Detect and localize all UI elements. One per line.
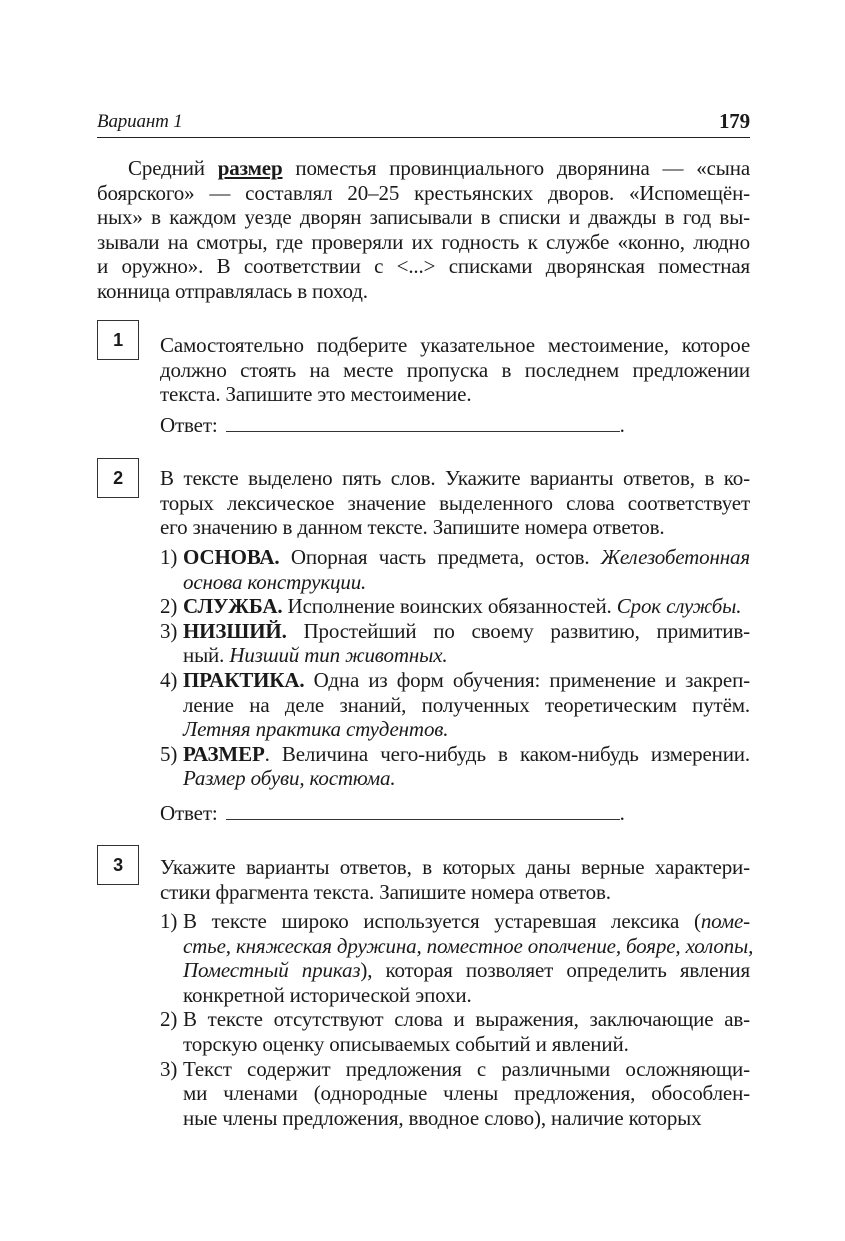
question-3-text (160, 855, 750, 904)
text-segment: В тексте широко используется устаревшая лексика ( (183, 909, 701, 933)
question-2-answer[interactable] (160, 801, 625, 826)
text-line (160, 466, 750, 491)
answer-end: . (619, 801, 625, 825)
text-segment: ление на деле знаний, полученных теоретическим путём. (183, 692, 750, 717)
answer-option (160, 594, 750, 619)
text-line (160, 333, 750, 358)
text-segment: конница отправлялась в поход. (97, 278, 368, 303)
bold-term: ПРАКТИКА. (183, 667, 305, 692)
text-line (183, 933, 754, 959)
answer-option (160, 742, 750, 791)
italic-example: Летняя практика студентов. (183, 717, 449, 742)
text-line (97, 181, 750, 206)
text-segment: поместья провинциального дворянина — «сына (282, 156, 750, 180)
text-line (183, 693, 750, 718)
text-line (160, 515, 750, 540)
text-segment: Укажите варианты ответов, в которых даны верные характери- (160, 855, 750, 879)
text-segment: должно стоять на месте пропуска в последнем предложении (160, 357, 750, 382)
highlighted-word: размер (217, 156, 283, 180)
text-segment: стики фрагмента текста. Запишите номера ответов. (160, 879, 611, 904)
question-2-number-box: 2 (97, 458, 139, 498)
text-line (97, 254, 750, 279)
text-segment: Одна из форм обучения: применение и закреп- (304, 667, 750, 692)
text-line (183, 1081, 750, 1106)
text-line (160, 880, 750, 905)
answer-field[interactable] (226, 801, 620, 820)
answer-field[interactable] (226, 413, 620, 432)
italic-example: стье, княжеская дружина, поместное ополчение, бояре, холопы, (183, 933, 754, 958)
running-title: Вариант 1 (97, 111, 183, 132)
answer-option (160, 668, 750, 742)
text-line (183, 717, 750, 742)
answer-option (160, 545, 750, 594)
text-segment: ные члены предложения, вводное слово), наличие которых (183, 1105, 702, 1130)
text-segment: Самостоятельно подберите указательное местоимение, которое (160, 333, 750, 357)
text-segment: ный. (183, 643, 230, 668)
option-number: 4) (160, 667, 178, 692)
text-segment: торскую оценку описываемых событий и явлений. (183, 1031, 629, 1056)
text-segment: . Величина чего-нибудь в каком-нибудь измерении. (264, 741, 750, 766)
answer-option (160, 909, 754, 1007)
text-line (183, 1106, 750, 1131)
text-line (97, 279, 750, 304)
text-line (160, 358, 750, 383)
text-line (183, 594, 750, 619)
text-segment: и оружно». В соответствии с <...> списками дворянская поместная (97, 254, 750, 279)
bold-term: ОСНОВА. (183, 545, 280, 569)
bold-term: СЛУЖБА. (183, 594, 283, 619)
header-rule (97, 137, 750, 138)
text-line (183, 958, 750, 983)
bold-term: РАЗМЕР (183, 741, 265, 766)
question-3-options (160, 909, 754, 1130)
italic-example: Низший тип животных. (229, 643, 448, 668)
question-3-number-box: 3 (97, 845, 139, 885)
text-line (97, 230, 750, 255)
text-segment: ных» в каждом уезде дворян записывали в списки и дважды в год вы- (97, 205, 750, 230)
italic-example: Срок службы. (616, 594, 742, 619)
text-line (183, 909, 750, 934)
answer-option (160, 1057, 750, 1131)
text-line (183, 545, 750, 570)
question-1-number-box: 1 (97, 320, 139, 360)
text-line (183, 643, 750, 668)
option-number: 3) (160, 618, 178, 643)
bold-term: НИЗШИЙ. (183, 618, 287, 643)
text-line (183, 1007, 750, 1032)
text-line (183, 570, 750, 595)
option-number: 2) (160, 1007, 178, 1032)
question-2-text (160, 466, 750, 540)
answer-label: Ответ: (160, 413, 218, 437)
text-line (97, 156, 750, 181)
text-segment: Исполнение воинских обязанностей. (282, 594, 617, 619)
text-segment: ми членами (однородные члены предложения, обособлен- (183, 1081, 750, 1106)
text-line (183, 1057, 750, 1082)
italic-example: основа конструкции. (183, 569, 367, 594)
text-line (160, 382, 750, 407)
italic-example: Поместный приказ (183, 958, 361, 983)
text-line (183, 619, 750, 644)
text-segment: Простейший по своему развитию, примитив- (286, 618, 750, 643)
answer-end: . (619, 413, 625, 437)
text-segment: боярского» — составлял 20–25 крестьянских дворов. «Испомещён- (97, 180, 750, 205)
text-line (183, 983, 750, 1008)
text-line (97, 205, 750, 230)
passage (97, 156, 750, 304)
text-line (183, 668, 750, 693)
text-line (183, 766, 750, 791)
option-number: 2) (160, 594, 178, 619)
text-segment: ), которая позволяет определить явления (360, 958, 751, 983)
text-segment: Текст содержит предложения с различными осложняющи- (183, 1056, 750, 1081)
italic-example: Железобетонная (600, 545, 750, 569)
text-segment: Опорная часть предмета, остов. (279, 545, 601, 569)
text-segment: зывали на смотры, где проверяли их годность к службе «конно, людно (97, 229, 750, 254)
option-number: 1) (160, 545, 178, 569)
text-line (160, 491, 750, 516)
question-1-text (160, 333, 750, 407)
italic-example: Размер обуви, костюма. (183, 766, 396, 791)
text-segment: его значению в данном тексте. Запишите номера ответов. (160, 515, 665, 540)
text-line (183, 742, 750, 767)
text-line (160, 855, 750, 880)
question-1-answer[interactable] (160, 413, 625, 438)
text-line (183, 1032, 750, 1057)
option-number: 3) (160, 1056, 178, 1081)
page-number: 179 (718, 109, 750, 133)
italic-example: поме- (700, 909, 750, 933)
question-2-options (160, 545, 750, 791)
answer-option (160, 1007, 750, 1056)
text-segment: текста. Запишите это местоимение. (160, 382, 472, 407)
option-number: 1) (160, 909, 178, 933)
text-segment: торых лексическое значение выделенного слова соответствует (160, 490, 750, 515)
answer-option (160, 619, 750, 668)
option-number: 5) (160, 741, 178, 766)
text-segment: Средний (128, 156, 218, 180)
text-segment: конкретной исторической эпохи. (183, 982, 472, 1007)
text-segment: В тексте отсутствуют слова и выражения, заключающие ав- (183, 1007, 750, 1032)
text-segment: В тексте выделено пять слов. Укажите варианты ответов, в ко- (160, 466, 750, 490)
answer-label: Ответ: (160, 801, 218, 825)
